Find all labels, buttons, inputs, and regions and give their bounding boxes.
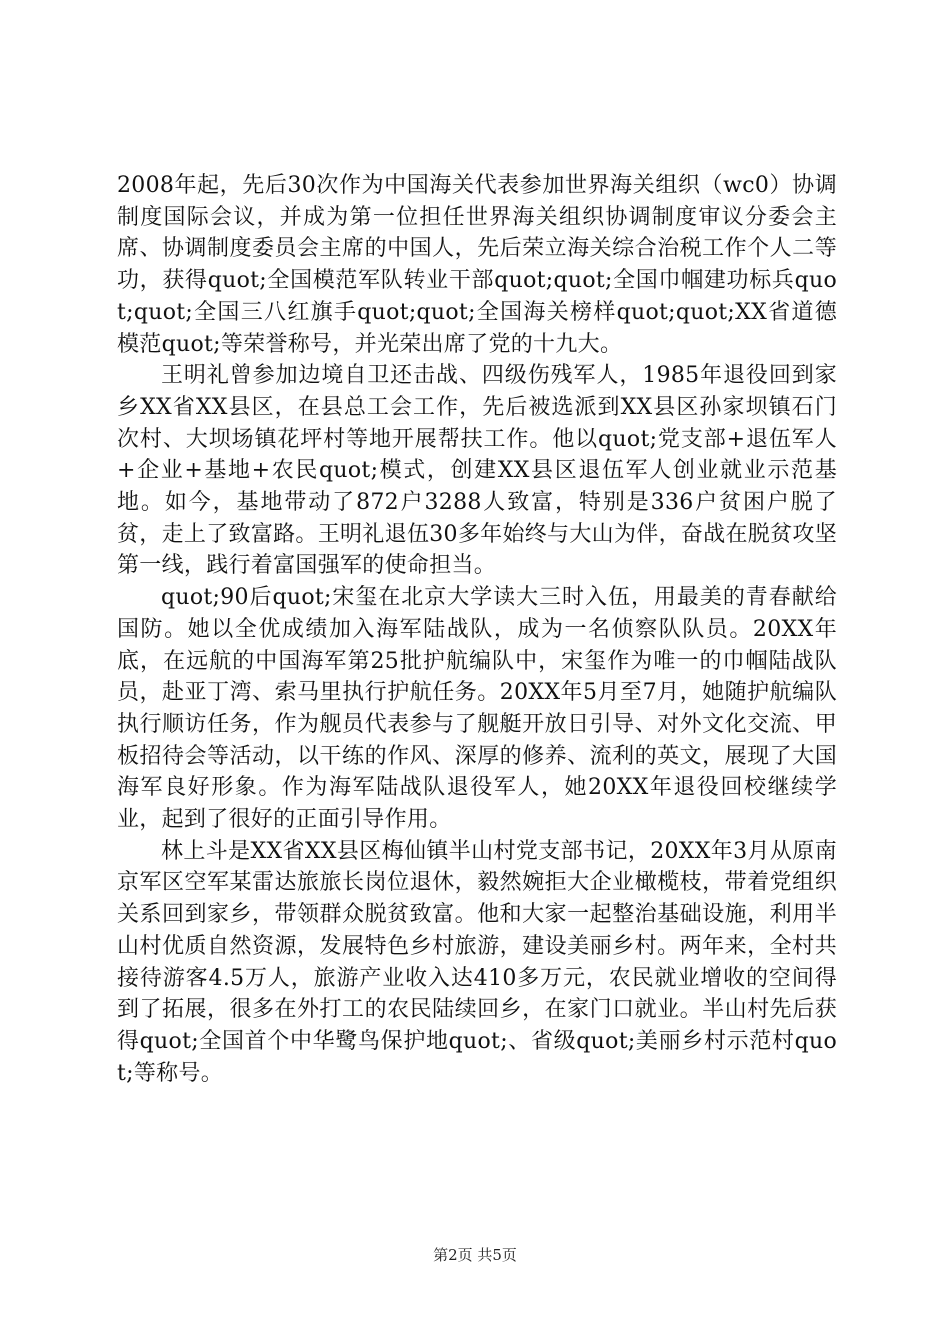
paragraph-2: 王明礼曾参加边境自卫还击战、四级伤残军人，1985年退役回到家乡XX省XX县区，在县总工会工作，先后被选派到XX县区孙家坝镇石门次村、大坝场镇花坪村等地开展帮扶工作。他以quot;党支部+退伍军人+企业+基地+农民quot;模式，创建XX县区退伍军人创业就业示范基地。如今，基地带动了872户3288人致富，特别是336户贫困户脱了贫，走上了致富路。王明礼退伍30多年始终与大山为伴，奋战在脱贫攻坚第一线，践行着富国强军的使命担当。 [117, 363, 837, 579]
page-number-footer: 第2页 共5页 [433, 1246, 517, 1264]
document-body [117, 170, 837, 1089]
paragraph-3: quot;90后quot;宋玺在北京大学读大三时入伍，用最美的青春献给国防。她以全优成绩加入海军陆战队，成为一名侦察队队员。20XX年底，在远航的中国海军第25批护航编队中，宋玺作为唯一的巾帼陆战队员，赴亚丁湾、索马里执行护航任务。20XX年5月至7月，她随护航编队执行顺访任务，作为舰员代表参与了舰艇开放日引导、对外文化交流、甲板招待会等活动，以干练的作风、深厚的修养、流利的英文，展现了大国海军良好形象。作为海军陆战队退役军人，她20XX年退役回校继续学业，起到了很好的正面引导作用。 [117, 585, 837, 833]
paragraph-4: 林上斗是XX省XX县区梅仙镇半山村党支部书记，20XX年3月从原南京军区空军某雷达旅旅长岗位退休，毅然婉拒大企业橄榄枝，带着党组织关系回到家乡，带领群众脱贫致富。他和大家一起整治基础设施，利用半山村优质自然资源，发展特色乡村旅游，建设美丽乡村。两年来，全村共接待游客4.5万人，旅游产业收入达410多万元，农民就业增收的空间得到了拓展，很多在外打工的农民陆续回乡，在家门口就业。半山村先后获得quot;全国首个中华鹭鸟保护地quot;、省级quot;美丽乡村示范村quot;等称号。 [117, 838, 837, 1086]
paragraph-1: 2008年起，先后30次作为中国海关代表参加世界海关组织（wc0）协调制度国际会议，并成为第一位担任世界海关组织协调制度审议分委会主席、协调制度委员会主席的中国人，先后荣立海关综合治税工作个人二等功，获得quot;全国模范军队转业干部quot;quot;全国巾帼建功标兵quot;quot;全国三八红旗手quot;quot;全国海关榜样quot;quot;XX省道德模范quot;等荣誉称号，并光荣出席了党的十九大。 [117, 173, 837, 357]
